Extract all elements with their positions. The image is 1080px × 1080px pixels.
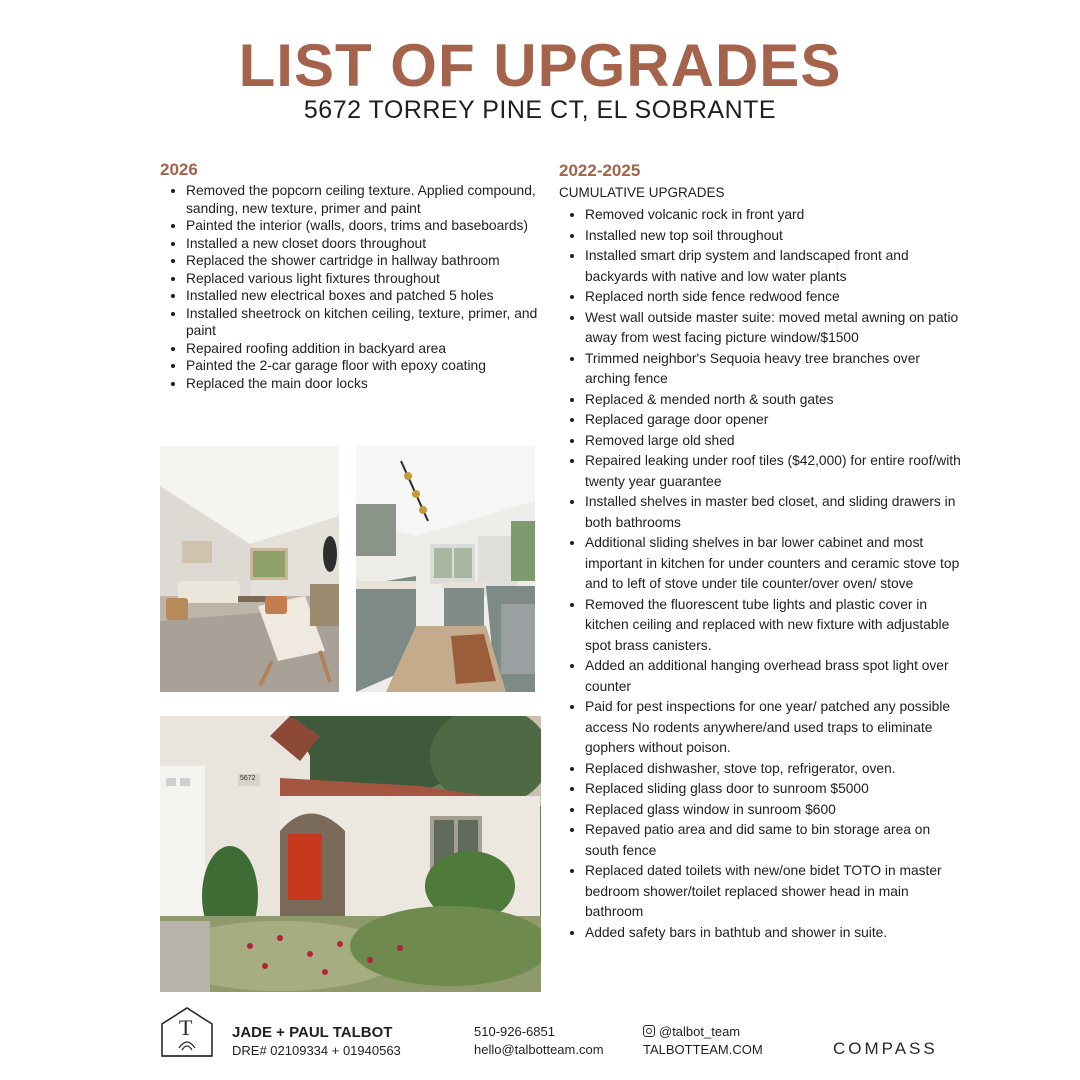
upgrade-item: • Installed smart drip system and landscaped front and backyards with native and low water plants [585,246,965,287]
dre-numbers: DRE# 02109334 + 01940563 [232,1043,401,1058]
upgrade-item: • Replaced & mended north & south gates [585,390,965,411]
instagram-icon [643,1025,655,1037]
upgrade-item: • Replaced garage door opener [585,410,965,431]
upgrade-item: • Installed sheetrock on kitchen ceiling, texture, primer, and paint [186,305,556,340]
upgrade-item: • Installed new electrical boxes and patched 5 holes [186,287,556,305]
upgrade-item: • Repaired roofing addition in backyard area [186,340,556,358]
upgrade-item: • Paid for pest inspections for one year/ patched any possible access No rodents anywhere/and used traps to eliminate gophers without poison. [585,697,965,759]
upgrade-item: • Replaced dated toilets with new/one bidet TOTO in master bedroom shower/toilet replaced shower head in main bathroom [585,861,965,923]
phone-number[interactable]: 510-926-6851 [474,1024,555,1039]
upgrade-item: • Replaced the main door locks [186,375,556,393]
social-handle[interactable]: @talbot_team [659,1024,741,1039]
living-room-photo [160,446,339,692]
upgrade-item: • Repaved patio area and did same to bin storage area on south fence [585,820,965,861]
upgrade-item: • Replaced various light fixtures throughout [186,270,556,288]
property-address: 5672 TORREY PINE CT, EL SOBRANTE [303,96,777,124]
section-subheading: CUMULATIVE UPGRADES [559,185,725,200]
upgrade-item: • Painted the 2-car garage floor with epoxy coating [186,357,556,375]
upgrade-item: • Repaired leaking under roof tiles ($42,000) for entire roof/with twenty year guarantee [585,451,965,492]
email-address[interactable]: hello@talbotteam.com [474,1042,604,1057]
kitchen-photo [356,446,535,692]
upgrades-list-2022-2025 [559,205,965,943]
upgrade-item: • Painted the interior (walls, doors, trims and baseboards) [186,217,556,235]
upgrade-item: • Replaced glass window in sunroom $600 [585,800,965,821]
upgrade-item: • Installed a new closet doors throughout [186,235,556,253]
website-link[interactable]: TALBOTTEAM.COM [643,1042,763,1057]
upgrade-item: • Added safety bars in bathtub and shower in suite. [585,923,965,944]
upgrade-item: • Removed the fluorescent tube lights and plastic cover in kitchen ceiling and replaced with new fixture with adjustable spot brass canisters. [585,595,965,657]
upgrade-item: • Additional sliding shelves in bar lower cabinet and most important in kitchen for under counters and ceramic stove top and to left of stove under tile counter/over oven/ stove [585,533,965,595]
compass-logo: COMPASS [833,1039,938,1058]
upgrades-list-2026 [160,182,556,392]
upgrade-item: • Replaced the shower cartridge in hallway bathroom [186,252,556,270]
upgrade-item: • Removed volcanic rock in front yard [585,205,965,226]
house-number-plate: 5672 [240,775,256,782]
upgrade-item: • Replaced sliding glass door to sunroom $5000 [585,779,965,800]
page-title: LIST OF UPGRADES [238,32,842,99]
upgrade-item: • West wall outside master suite: moved metal awning on patio away from west facing picture window/$1500 [585,308,965,349]
logo-letter: T [179,1015,193,1040]
section-heading-2022-2025: 2022-2025 [559,161,641,180]
house-exterior-photo [160,716,541,992]
section-heading-2026: 2026 [160,160,198,179]
talbot-team-logo [160,1006,214,1058]
upgrade-item: • Trimmed neighbor's Sequoia heavy tree branches over arching fence [585,349,965,390]
upgrade-item: • Replaced north side fence redwood fence [585,287,965,308]
upgrade-item: • Replaced dishwasher, stove top, refrigerator, oven. [585,759,965,780]
upgrade-item: • Added an additional hanging overhead brass spot light over counter [585,656,965,697]
upgrade-item: • Installed shelves in master bed closet, and sliding drawers in both bathrooms [585,492,965,533]
upgrade-item: • Installed new top soil throughout [585,226,965,247]
upgrade-item: • Removed large old shed [585,431,965,452]
upgrade-item: • Removed the popcorn ceiling texture. Applied compound, sanding, new texture, primer and paint [186,182,556,217]
agent-names: JADE + PAUL TALBOT [232,1024,393,1041]
